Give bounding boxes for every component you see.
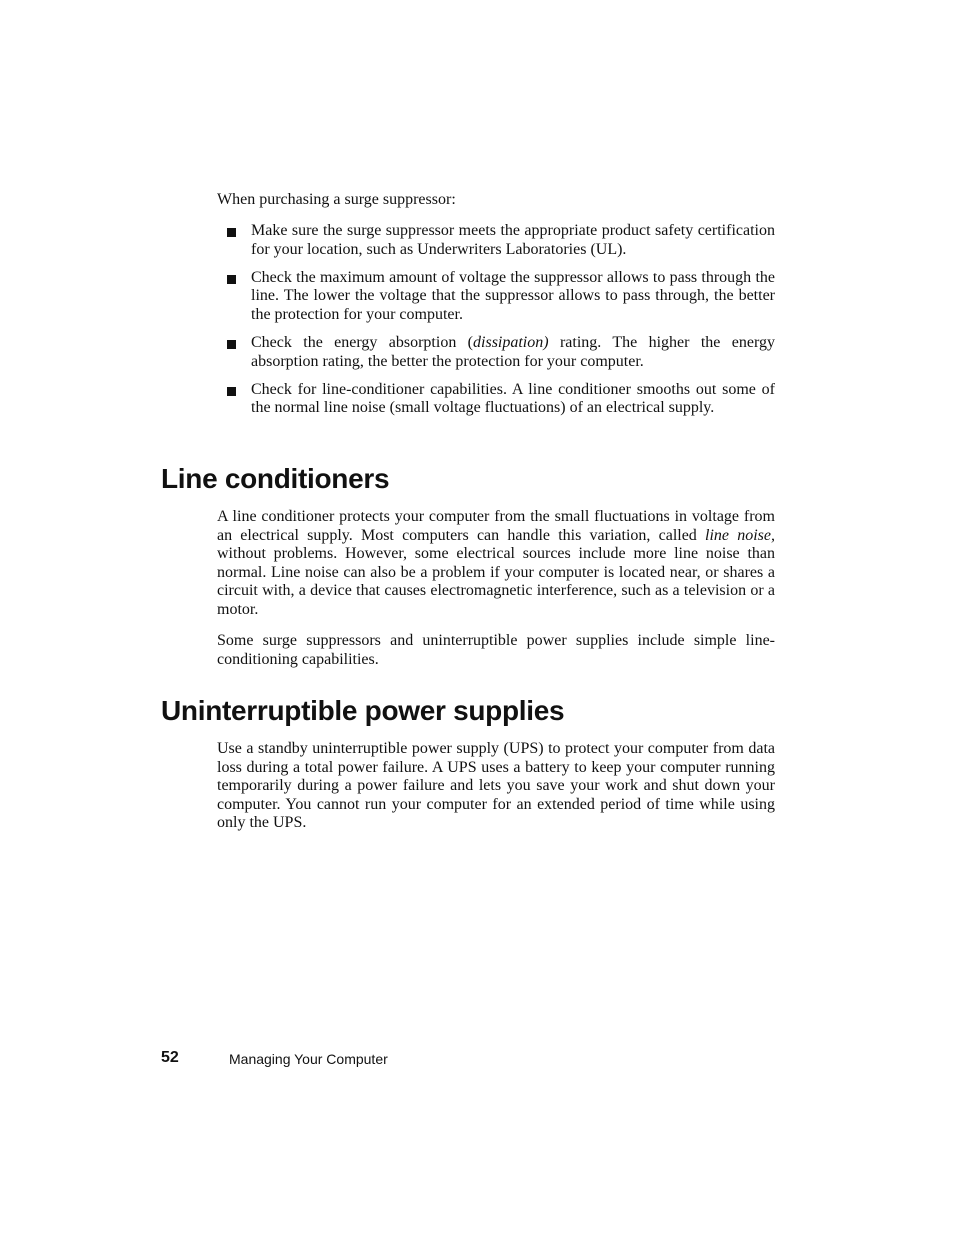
square-bullet-icon — [227, 387, 236, 396]
ups-body — [217, 740, 775, 833]
section-heading-line-conditioners: Line conditioners — [161, 463, 390, 494]
list-item — [217, 222, 775, 259]
paragraph-text-after: without problems. However, some electrical sources include more line noise than normal. Line noise can also be a problem if your computer is located near, or shares a circuit with, a device that causes electromagnetic interference, such as a television or a motor. — [217, 545, 775, 618]
paragraph-italic-term: line noise, — [705, 526, 776, 544]
requirements-list — [217, 222, 775, 427]
line-conditioners-paragraph-2: Some surge suppressors and uninterruptible power supplies include simple line-conditioning capabilities. — [217, 632, 775, 668]
list-item-italic: dissipation) — [473, 333, 549, 351]
square-bullet-icon — [227, 340, 236, 349]
intro-text: When purchasing a surge suppressor: — [217, 191, 456, 208]
list-item-text: Check the maximum amount of voltage the suppressor allows to pass through the line. The lower the voltage that the suppressor allows to pass through, the better the protection for your computer. — [251, 268, 775, 323]
list-item — [217, 334, 775, 371]
line-conditioners-paragraph-1 — [217, 508, 775, 620]
list-item — [217, 381, 775, 418]
running-footer-title: Managing Your Computer — [229, 1051, 388, 1067]
page-number: 52 — [161, 1049, 179, 1066]
list-item-text-after: rating. The higher the energy absorption rating, the better the protection for your computer. — [251, 333, 775, 370]
square-bullet-icon — [227, 228, 236, 237]
list-item — [217, 269, 775, 325]
list-item-text: Make sure the surge suppressor meets the appropriate product safety certification for your location, such as Underwriters Laboratories (UL). — [251, 222, 775, 258]
section-heading-ups: Uninterruptible power supplies — [161, 695, 565, 726]
list-item-text: Check for line-conditioner capabilities. A line conditioner smooths out some of the normal line noise (small voltage fluctuations) of an electrical supply. — [251, 380, 775, 417]
line-conditioners-body — [217, 508, 775, 669]
ups-paragraph: Use a standby uninterruptible power supply (UPS) to protect your computer from data loss during a total power failure. A UPS uses a battery to keep your computer running temporarily during a power failure and lets you save your work and shut down your computer. You cannot run your computer for an extended period of time while using only the UPS. — [217, 740, 775, 832]
paragraph-text-before: A line conditioner protects your computer from the small fluctuations in voltage from an electrical supply. Most computers can handle this variation, called — [217, 508, 775, 544]
list-item-text-before: Check the energy absorption ( — [251, 333, 474, 351]
square-bullet-icon — [227, 275, 236, 284]
